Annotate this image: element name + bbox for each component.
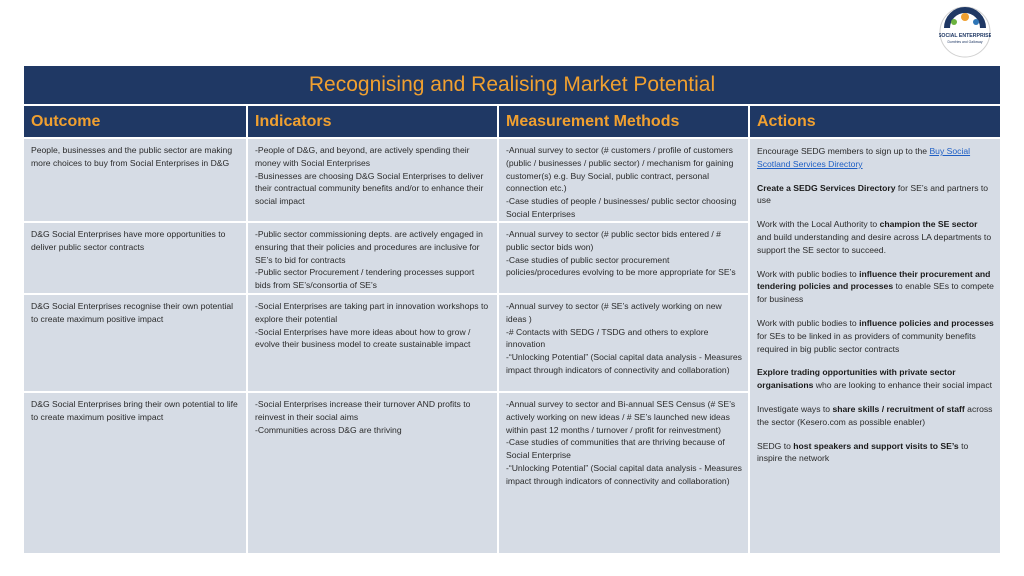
outcome-cell: D&G Social Enterprises have more opportunities to deliver public sector contracts [24, 223, 246, 293]
outcome-cell: D&G Social Enterprises recognise their own potential to create maximum positive impact [24, 295, 246, 391]
indicator-line: -Public sector Procurement / tendering processes support bids from SE’s/consortia of SE’s [255, 267, 475, 291]
action-item [757, 182, 994, 208]
outcome-header: Outcome [24, 106, 246, 137]
indicator-line: -Social Enterprises have more ideas about how to grow / evolve their business model to create sustainable impact [255, 326, 471, 350]
action-text: and build understanding and desire across LA departments to support the SE sector to succeed. [757, 231, 992, 255]
method-line: -Case studies of public sector procurement policies/procedures evolving to be more appropriate for SE’s [506, 254, 736, 278]
actions-header: Actions [750, 106, 1000, 137]
indicator-line: -Social Enterprises are taking part in innovation workshops to explore their potential [255, 301, 489, 324]
indicator-cell [248, 393, 497, 553]
method-line: -Annual survey to sector (# customers / profile of customers (public / businesses / public sector) / mechanism for gaining customer(s) e.g. Buy Social, public contract, personal connection etc.) [506, 145, 734, 194]
action-text: Encourage SEDG members to sign up to the [757, 146, 930, 156]
outcome-cell: People, businesses and the public sector are making more choices to buy from Social Enterprises in D&G [24, 139, 246, 221]
action-item [757, 218, 994, 256]
outcome-cell: D&G Social Enterprises bring their own potential to life to create maximum positive impact [24, 393, 246, 553]
indicators-column [248, 106, 497, 553]
action-text: Work with the Local Authority to [757, 219, 880, 230]
social-enterprise-logo [939, 6, 991, 58]
action-item [757, 145, 994, 171]
action-text: across the sector (Kesero.com as possible enabler) [757, 403, 993, 427]
indicator-line: -Public sector commissioning depts. are actively engaged in ensuring that their policies and procedures are inclusive for SE’s to bid for contracts [255, 229, 483, 265]
outcome-column [24, 106, 246, 553]
action-text: to inspire the network [757, 440, 969, 464]
action-emphasis: share skills / recruitment of staff [832, 403, 965, 414]
buy-social-directory-link[interactable]: Buy Social Scotland Services Directory [757, 146, 971, 169]
action-item [757, 440, 994, 466]
actions-column [750, 106, 1000, 553]
action-emphasis: Create a SEDG Services Directory [757, 182, 896, 193]
indicator-line: -Social Enterprises increase their turnover AND profits to reinvest in their social aims [255, 399, 471, 422]
indicator-line: -Businesses are choosing D&G Social Enterprises to deliver their contractual community benefits and/or to enhance their social impact [255, 170, 484, 207]
action-text: to enable SEs to compete for business [757, 281, 994, 305]
action-item [757, 317, 994, 355]
method-cell [499, 295, 748, 391]
action-text: who are looking to enhance their social impact [813, 380, 993, 391]
action-text: for SE’s and partners to use [757, 182, 989, 206]
indicator-cell [248, 295, 497, 391]
logo-text-sub: Dumfries and Galloway [947, 40, 983, 44]
action-text: SEDG to [757, 440, 794, 451]
actions-cell [750, 139, 1000, 553]
market-potential-table [24, 106, 1000, 553]
action-text: Work with public bodies to [757, 268, 860, 279]
action-emphasis: influence policies and processes [859, 317, 994, 328]
action-emphasis: host speakers and support visits to SE’s [793, 440, 959, 451]
indicator-cell [248, 139, 497, 221]
method-line: -“Unlocking Potential” (Social capital data analysis - Measures impact through indicators of connectivity and collaboration) [506, 352, 742, 375]
method-cell [499, 393, 748, 553]
action-text: Work with public bodies to [757, 317, 860, 328]
action-text: Investigate ways to [757, 403, 833, 414]
method-line: -Case studies of communities that are thriving because of Social Enterprise [506, 437, 725, 461]
indicators-header: Indicators [248, 106, 497, 137]
indicator-cell [248, 223, 497, 293]
indicator-line: -Communities across D&G are thriving [255, 424, 402, 435]
method-line: -Annual survey to sector (# public sector bids entered / # public sector bids won) [506, 229, 721, 252]
action-emphasis: champion the SE sector [879, 219, 978, 230]
methods-column [499, 106, 748, 553]
method-line: -Annual survey to sector (# SE’s actively working on new ideas ) [506, 301, 722, 324]
action-item [757, 403, 994, 429]
action-emphasis: influence their procurement and tendering policies and processes [757, 268, 991, 292]
action-item [757, 366, 994, 392]
logo-text-main: SOCIAL ENTERPRISE [939, 33, 991, 39]
method-line: -Case studies of people / businesses/ public sector choosing Social Enterprises [506, 196, 737, 219]
page-title: Recognising and Realising Market Potential [24, 66, 1000, 104]
action-item [757, 268, 994, 306]
action-text: for SEs to be linked in as providers of community benefits required in big public sector contracts [757, 330, 976, 354]
indicator-line: -People of D&G, and beyond, are actively spending their money with Social Enterprises [255, 145, 470, 168]
methods-header: Measurement Methods [499, 106, 748, 137]
method-cell [499, 139, 748, 221]
method-line: -# Contacts with SEDG / TSDG and others to explore innovation [506, 326, 709, 350]
action-emphasis: Explore trading opportunities with private sector organisations [757, 367, 956, 391]
method-line: -Annual survey to sector and Bi-annual SES Census (# SE’s actively working on new ideas / # SE’s launched new ideas within past 12 months / turnover / profit for reinvestment) [506, 399, 736, 435]
method-line: -“Unlocking Potential” (Social capital data analysis - Measures impact through indicators of connectivity and collaboration) [506, 462, 742, 486]
method-cell [499, 223, 748, 293]
